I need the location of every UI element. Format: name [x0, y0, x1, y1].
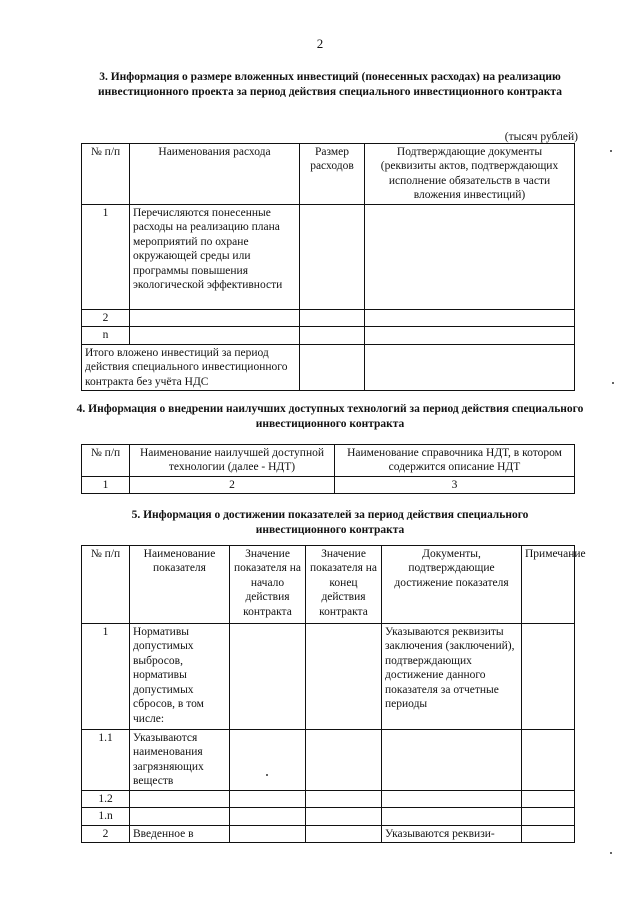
table-cell: 3 — [335, 476, 575, 493]
table-cell — [300, 344, 365, 390]
table-cell — [365, 344, 575, 390]
column-header: Значение показателя на конец действия контракта — [306, 546, 382, 624]
table-cell: n — [82, 327, 130, 344]
section-3-heading: 3. Информация о размере вложенных инвестиций (понесенных расходах) на реализацию инвестиционного проекта за период действия специального инвестиционного контракта — [98, 71, 562, 98]
table-cell: 1 — [82, 476, 130, 493]
table-header-row — [82, 144, 575, 205]
table-row — [82, 204, 575, 309]
section-4-heading: 4. Информация о внедрении наилучших доступных технологий за период действия специального инвестиционного контракта — [76, 403, 584, 430]
table-header-row — [82, 445, 575, 477]
page-number: 2 — [316, 36, 324, 51]
table-cell — [306, 624, 382, 730]
table-cell: 2 — [82, 309, 130, 326]
table-row — [82, 327, 575, 344]
table-row — [82, 476, 575, 493]
column-header: Наименование показателя — [130, 546, 230, 624]
scan-speck — [610, 852, 612, 854]
table-cell — [230, 624, 306, 730]
table-cell — [300, 204, 365, 309]
table-row — [82, 624, 575, 730]
table-cell — [230, 808, 306, 825]
table-cell — [130, 309, 300, 326]
table-cell — [306, 825, 382, 842]
technologies-table — [81, 444, 575, 494]
column-header: Наименование справочника НДТ, в котором содержится описание НДТ — [335, 445, 575, 477]
table-cell — [522, 730, 575, 791]
table-cell — [365, 204, 575, 309]
table-cell — [382, 808, 522, 825]
units-label: (тысяч рублей) — [504, 131, 578, 143]
table-cell — [522, 825, 575, 842]
table-cell — [130, 327, 300, 344]
table-cell — [300, 327, 365, 344]
table-cell — [130, 808, 230, 825]
table-cell — [300, 309, 365, 326]
table-cell — [130, 790, 230, 807]
column-header: № п/п — [82, 445, 130, 477]
investments-table — [81, 143, 575, 391]
table-cell: Нормативы допустимых выбросов, нормативы допустимых сбросов, в том числе: — [130, 624, 230, 730]
table-cell: 2 — [82, 825, 130, 842]
column-header: Значение показателя на начало действия контракта — [230, 546, 306, 624]
table-cell — [522, 808, 575, 825]
table-cell — [365, 327, 575, 344]
table-cell — [230, 730, 306, 791]
table-row — [82, 730, 575, 791]
column-header: № п/п — [82, 546, 130, 624]
table-cell — [230, 825, 306, 842]
column-header: Размер расходов — [300, 144, 365, 205]
table-cell: 1.n — [82, 808, 130, 825]
table-cell: Перечисляются понесенные расходы на реализацию плана мероприятий по охране окружающей среды или программы повышения экологической эффективности — [130, 204, 300, 309]
table-header-row — [82, 546, 575, 624]
table-cell — [382, 790, 522, 807]
table-cell — [306, 808, 382, 825]
table-row — [82, 309, 575, 326]
table-cell — [522, 624, 575, 730]
scan-speck — [266, 774, 268, 776]
column-header: № п/п — [82, 144, 130, 205]
column-header: Наименования расхода — [130, 144, 300, 205]
table-cell: Введенное в — [130, 825, 230, 842]
table-cell — [365, 309, 575, 326]
table-cell — [306, 730, 382, 791]
table-row — [82, 825, 575, 842]
indicators-table — [81, 545, 586, 843]
table-cell: 1.2 — [82, 790, 130, 807]
column-header: Подтверждающие документы (реквизиты актов, подтверждающих исполнение обязательств в части вложения инвестиций) — [365, 144, 575, 205]
table-cell: 1 — [82, 204, 130, 309]
table-cell — [230, 790, 306, 807]
table-row — [82, 808, 575, 825]
column-header: Документы, подтверждающие достижение показателя — [382, 546, 522, 624]
section-5-heading: 5. Информация о достижении показателей за период действия специального инвестиционного контракта — [131, 509, 529, 536]
table-cell: 1 — [82, 624, 130, 730]
total-row — [82, 344, 575, 390]
table-row — [82, 790, 575, 807]
table-cell: 2 — [130, 476, 335, 493]
table-cell: Указываются реквизи- — [382, 825, 522, 842]
column-header: Наименование наилучшей доступной технологии (далее - НДТ) — [130, 445, 335, 477]
column-header: Примечание — [522, 546, 575, 624]
table-cell — [382, 730, 522, 791]
table-cell — [522, 790, 575, 807]
scan-speck — [610, 150, 612, 152]
table-cell: 1.1 — [82, 730, 130, 791]
table-cell — [306, 790, 382, 807]
scan-speck — [612, 382, 614, 384]
table-cell: Указываются реквизиты заключения (заключений), подтверждающих достижение данного показателя за отчетные периоды — [382, 624, 522, 730]
total-label: Итого вложено инвестиций за период действия специального инвестиционного контракта без учёта НДС — [82, 344, 300, 390]
table-cell: Указываются наименования загрязняющих веществ — [130, 730, 230, 791]
